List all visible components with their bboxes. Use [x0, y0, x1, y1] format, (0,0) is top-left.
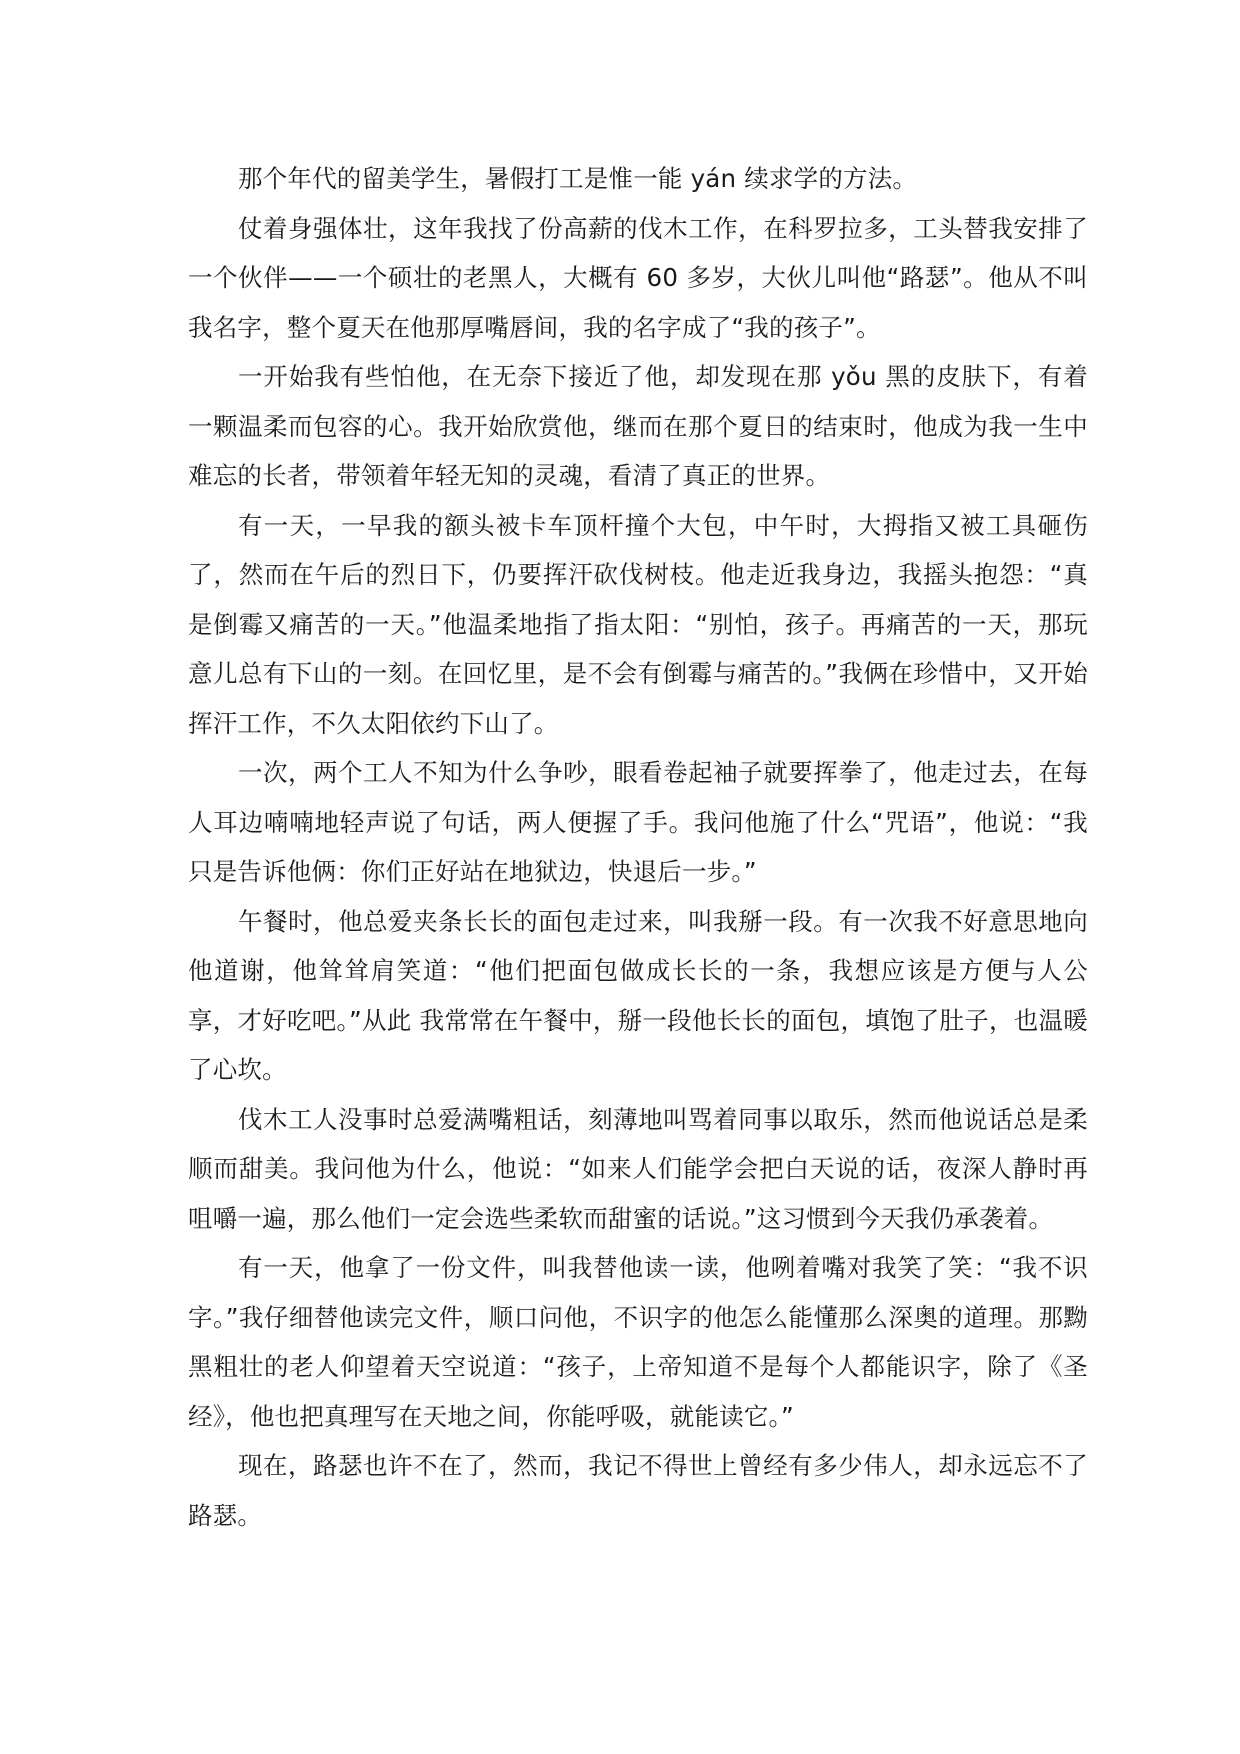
- paragraph-7: 伐木工人没事时总爱满嘴粗话，刻薄地叫骂着同事以取乐，然而他说话总是柔顺而甜美。我问他为什么，他说：“如来人们能学会把白天说的话，夜深人静时再咀嚼一遍，那么他们一定会选些柔软而甜蜜的话说。”这习惯到今天我仍承袭着。: [188, 1104, 1088, 1233]
- paragraph-9: 现在，路瑟也许不在了，然而，我记不得世上曾经有多少伟人，却永远忘不了路瑟。: [188, 1451, 1088, 1530]
- paragraph-4: 有一天，一早我的额头被卡车顶杆撞个大包，中午时，大拇指又被工具砸伤了，然而在午后的烈日下，仍要挥汗砍伐树枝。他走近我身边，我摇头抱怨：“真是倒霉又痛苦的一天。”他温柔地指了指太阳：“别怕，孩子。再痛苦的一天，那玩意儿总有下山的一刻。在回忆里，是不会有倒霉与痛苦的。”我俩在珍惜中，又开始挥汗工作，不久太阳依约下山了。: [188, 510, 1088, 738]
- paragraph-5: 一次，两个工人不知为什么争吵，眼看卷起袖子就要挥拳了，他走过去，在每人耳边喃喃地轻声说了句话，两人便握了手。我问他施了什么“咒语”，他说：“我只是告诉他俩：你们正好站在地狱边，快退后一步。”: [188, 758, 1088, 886]
- article-body: [188, 154, 1088, 1540]
- paragraph-1: 那个年代的留美学生，暑假打工是惟一能 yán 续求学的方法。: [238, 164, 918, 193]
- paragraph-8: 有一天，他拿了一份文件，叫我替他读一读，他咧着嘴对我笑了笑：“我不识字。”我仔细替他读完文件，顺口问他，不识字的他怎么能懂那么深奥的道理。那黝黑粗壮的老人仰望着天空说道：“孩子，上帝知道不是每个人都能识字，除了《圣经》，他也把真理写在天地之间，你能呼吸，就能读它。”: [188, 1253, 1088, 1431]
- paragraph-3: 一开始我有些怕他，在无奈下接近了他，却发现在那 yǒu 黑的皮肤下，有着一颗温柔而包容的心。我开始欣赏他，继而在那个夏日的结束时，他成为我一生中难忘的长者，带领着年轻无知的灵魂，看清了真正的世界。: [188, 362, 1088, 490]
- paragraph-2: 仗着身强体壮，这年我找了份高薪的伐木工作，在科罗拉多，工头替我安排了一个伙伴——一个硕壮的老黑人，大概有 60 多岁，大伙儿叫他“路瑟”。他从不叫我名字，整个夏天在他那厚嘴唇间，我的名字成了“我的孩子”。: [188, 213, 1088, 342]
- paragraph-6: 午餐时，他总爱夹条长长的面包走过来，叫我掰一段。有一次我不好意思地向他道谢，他耸耸肩笑道：“他们把面包做成长长的一条，我想应该是方便与人公享，才好吃吧。”从此 我常常在午餐中，掰一段他长长的面包，填饱了肚子，也温暖了心坎。: [188, 906, 1088, 1084]
